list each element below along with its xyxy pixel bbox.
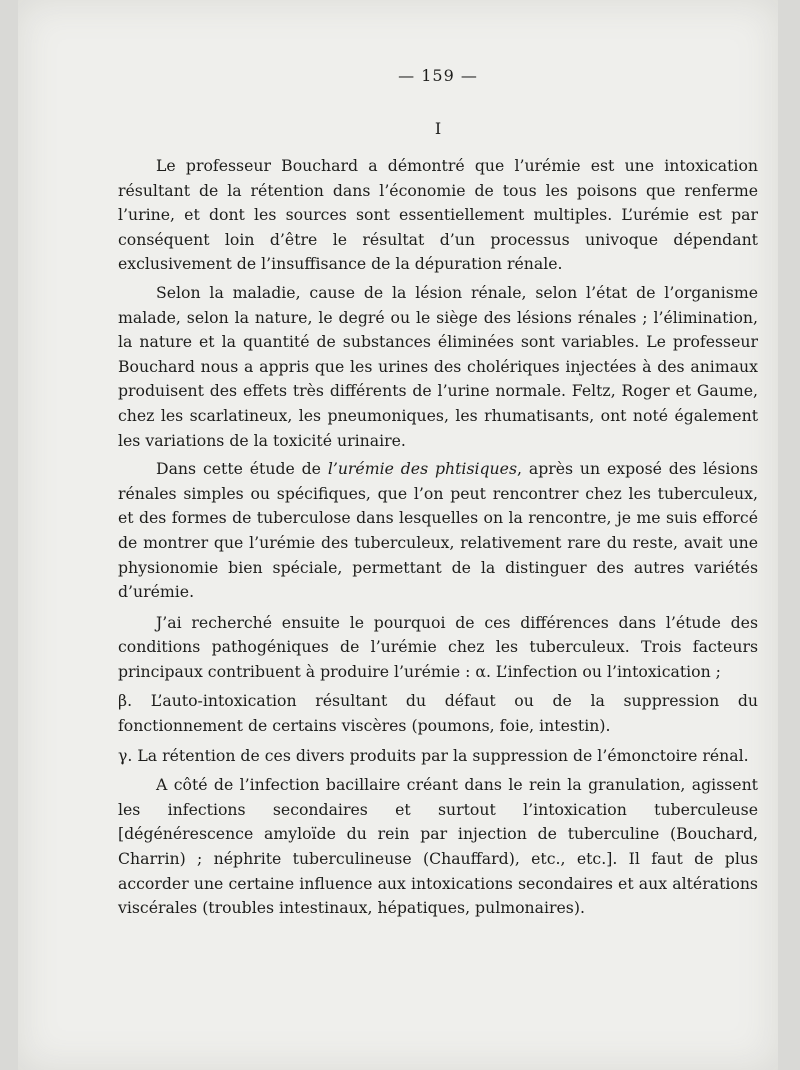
paragraph-3-italic-title: l’urémie des phtisiques xyxy=(327,459,517,479)
page-number: — 159 — xyxy=(398,66,478,85)
paragraph-1: Le professeur Bouchard a démontré que l’urémie est une intoxication résultant de la rétention dans l’économie de tous les poisons que renferme l’urine, et dont les sources sont essentiellement multiples. L’urémie est par conséquent loin d’être le résultat d’un processus univoque dépendant exclusivement de l’insuffisance de la dépuration rénale. xyxy=(118,156,758,274)
paragraph-7: A côté de l’infection bacillaire créant dans le rein la granulation, agissent les infections secondaires et surtout l’intoxication tuberculeuse [dégénérescence amyloïde du rein par injection de tuberculine (Bouchard, Charrin) ; néphrite tuberculineuse (Chauffard), etc., etc.]. Il faut de plus accorder une certaine influence aux intoxications secondaires et aux altérations viscérales (troubles intestinaux, hépatiques, pulmonaires). xyxy=(118,775,758,918)
text-column xyxy=(118,60,758,921)
paragraph-2: Selon la maladie, cause de la lésion rénale, selon l’état de l’organisme malade, selon la nature, le degré ou le siège des lésions rénales ; l’élimination, la nature et la quantité de substances éliminées sont variables. Le professeur Bouchard nous a appris que les urines des cholériques injectées à des animaux produisent des effets très différents de l’urine normale. Feltz, Roger et Gaume, chez les scarlatineux, les pneumoniques, les rhumatisants, ont noté également les variations de la toxicité urinaire. xyxy=(118,282,758,450)
document-page xyxy=(18,0,778,1070)
paragraph-3-start: Dans cette étude de xyxy=(156,459,328,479)
section-numeral: I xyxy=(434,119,442,138)
paragraph-6-gamma: γ. La rétention de ces divers produits par la suppression de l’émonctoire rénal. xyxy=(118,745,749,765)
paragraph-3 xyxy=(118,457,758,605)
paragraph-3-rest: , après un exposé des lésions rénales simples ou spécifiques, que l’on peut rencontrer chez les tuberculeux, et des formes de tuberculose dans lesquelles on la rencontre, je me suis efforcé de montrer que l’urémie des tuberculeux, relativement rare du reste, avait une physionomie bien spéciale, permettant de la distinguer des autres variétés d’urémie. xyxy=(118,459,758,602)
paragraph-4: J’ai recherché ensuite le pourquoi de ces différences dans l’étude des conditions pathogéniques de l’urémie chez les tuberculeux. Trois facteurs principaux contribuent à produire l’urémie : α. L’infection ou l’intoxication ; xyxy=(118,612,758,681)
paragraph-5-beta: β. L’auto-intoxication résultant du défaut ou de la suppression du fonctionnement de certains viscères (poumons, foie, intestin). xyxy=(118,691,758,736)
